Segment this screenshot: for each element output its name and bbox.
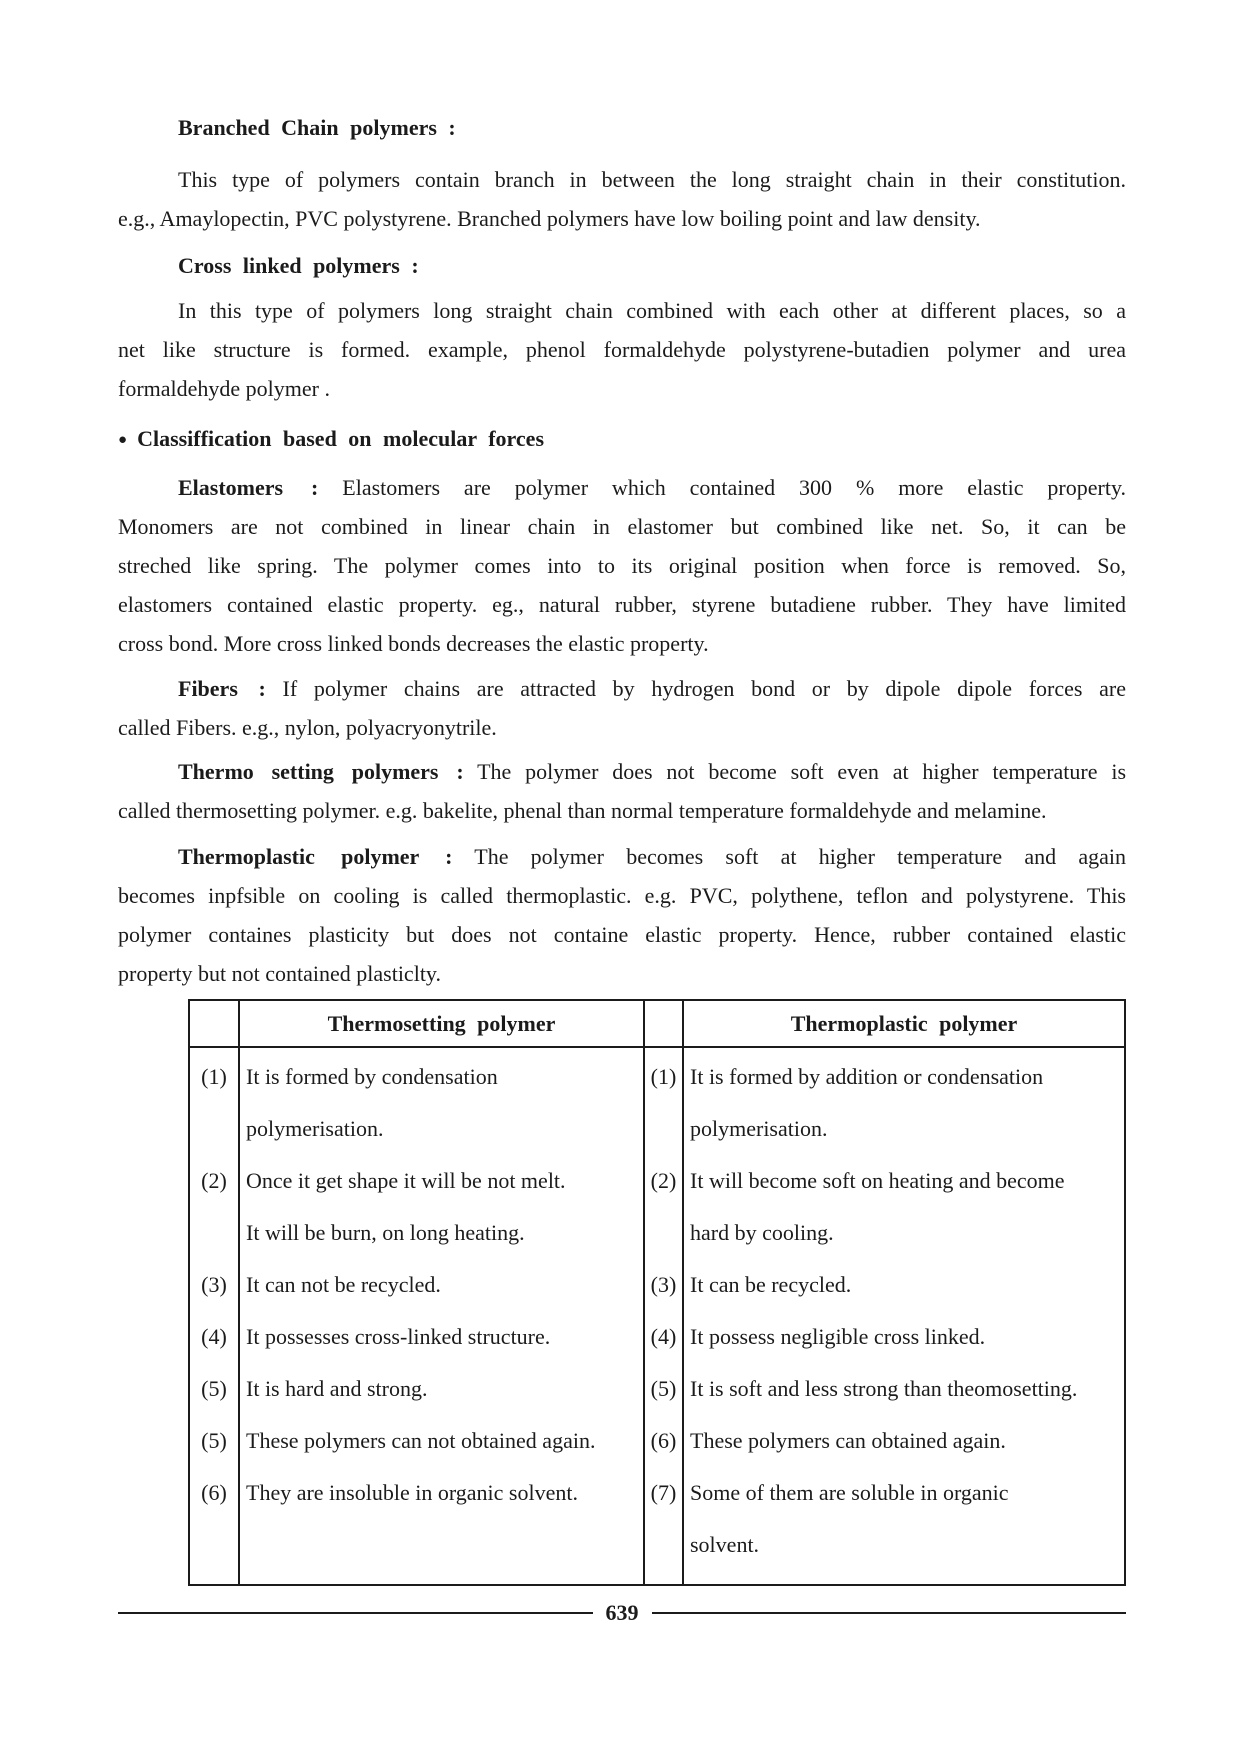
cell-line: Some of them are soluble in organic — [690, 1480, 1009, 1505]
paragraph-line: elastomers contained elastic property. eg., natural rubber, styrene butadiene rubber. They have limited — [118, 592, 1126, 617]
paragraph-line: streched like spring. The polymer comes into to its original position when force is removed. So, — [118, 553, 1126, 578]
paragraph-line: polymer containes plasticity but does not containe elastic property. Hence, rubber contained elastic — [118, 922, 1126, 947]
row-number-right: (1) — [643, 1048, 682, 1155]
footer-rule-left — [118, 1612, 593, 1614]
paragraph-line — [118, 468, 1126, 507]
cell-line: solvent. — [690, 1532, 760, 1557]
thermosetting-cell — [238, 1311, 643, 1363]
table-row — [190, 1155, 1124, 1259]
filler-space — [240, 1571, 643, 1584]
fibers-paragraph — [118, 669, 1126, 747]
row-number-right: (2) — [643, 1155, 682, 1259]
thermoplastic-cell — [682, 1311, 1124, 1363]
paragraph-line: net like structure is formed. example, phenol formaldehyde polystyrene-butadien polymer and urea — [118, 337, 1126, 362]
paragraph-line: called thermosetting polymer. e.g. bakelite, phenal than normal temperature formaldehyde and melamine. — [118, 798, 1047, 823]
elastomers-lead: Elastomers : — [178, 475, 319, 500]
page-footer — [118, 1598, 1126, 1628]
thermosetting-lead: Thermo setting polymers : — [178, 759, 464, 784]
thermoplastic-cell — [682, 1259, 1124, 1311]
thermosetting-cell — [238, 1155, 643, 1259]
filler-cell — [238, 1571, 643, 1584]
row-number-left: (1) — [201, 1064, 227, 1089]
paragraph-line: formaldehyde polymer . — [118, 376, 330, 401]
paragraph-text: The polymer becomes soft at higher temperature and again — [474, 844, 1126, 869]
header-thermoplastic: Thermoplastic polymer — [682, 1001, 1124, 1048]
cell-line: polymerisation. — [690, 1116, 828, 1141]
cell-line: It is soft and less strong than theomosetting. — [690, 1376, 1078, 1401]
cell-line: These polymers can obtained again. — [690, 1428, 1006, 1453]
cell-line: It can not be recycled. — [246, 1272, 441, 1297]
paragraph-line: In this type of polymers long straight chain combined with each other at different places, so a — [178, 298, 1126, 323]
cross-linked-heading: Cross linked polymers : — [178, 253, 419, 278]
row-number-left: (5) — [201, 1428, 227, 1453]
table-row — [190, 1415, 1124, 1467]
thermoplastic-paragraph — [118, 837, 1126, 993]
paragraph-line — [118, 669, 1126, 708]
comparison-table — [188, 999, 1126, 1586]
cell-line: It is hard and strong. — [246, 1376, 428, 1401]
cell-line: These polymers can not obtained again. — [246, 1428, 596, 1453]
cell-line: It possess negligible cross linked. — [690, 1324, 986, 1349]
cross-linked-heading-block — [118, 246, 1126, 285]
cell-line: It will become soft on heating and become — [690, 1168, 1065, 1193]
cell-line: It possesses cross-linked structure. — [246, 1324, 551, 1349]
filler-space — [190, 1571, 238, 1584]
filler-cell — [643, 1571, 682, 1584]
thermoplastic-cell — [682, 1467, 1124, 1571]
cell-line: It can be recycled. — [690, 1272, 852, 1297]
comparison-table-wrapper — [188, 999, 1126, 1586]
bullet-icon: ● — [118, 432, 128, 448]
paragraph-text: Elastomers are polymer which contained 300 % more elastic property. — [342, 475, 1127, 500]
filler-cell — [682, 1571, 1124, 1584]
table-row — [190, 1259, 1124, 1311]
thermosetting-cell — [238, 1363, 643, 1415]
cell-line: It is formed by condensation — [246, 1064, 498, 1089]
cell-line: hard by cooling. — [690, 1220, 834, 1245]
paragraph-text: If polymer chains are attracted by hydrogen bond or by dipole dipole forces are — [282, 676, 1126, 701]
paragraph-line: e.g., Amaylopectin, PVC polystyrene. Branched polymers have low boiling point and law density. — [118, 206, 981, 231]
branched-heading-block — [118, 108, 1126, 147]
row-number-left: (6) — [201, 1480, 227, 1505]
thermoplastic-cell — [682, 1415, 1124, 1467]
filler-space — [684, 1571, 1124, 1584]
thermosetting-cell — [238, 1415, 643, 1467]
paragraph-line: called Fibers. e.g., nylon, polyacryonytrile. — [118, 715, 497, 740]
table-row — [190, 1311, 1124, 1363]
paragraph-text: The polymer does not become soft even at higher temperature is — [477, 759, 1127, 784]
header-blank — [643, 1001, 682, 1048]
page-number: 639 — [605, 1600, 639, 1625]
cell-line: It will be burn, on long heating. — [246, 1220, 525, 1245]
row-number-right: (4) — [643, 1311, 682, 1363]
paragraph-line: property but not contained plasticlty. — [118, 961, 441, 986]
cross-linked-paragraph — [118, 291, 1126, 408]
filler-space — [645, 1571, 682, 1584]
thermoplastic-cell — [682, 1363, 1124, 1415]
paragraph-line: This type of polymers contain branch in between the long straight chain in their constitution. — [178, 167, 1126, 192]
paragraph-line: becomes inpfsible on cooling is called thermoplastic. e.g. PVC, polythene, teflon and polystyrene. This — [118, 883, 1126, 908]
row-number-right: (5) — [643, 1363, 682, 1415]
row-number-right: (7) — [643, 1467, 682, 1571]
row-number-right: (6) — [643, 1415, 682, 1467]
filler-cell — [190, 1571, 238, 1584]
table-row — [190, 1048, 1124, 1155]
paragraph-line: cross bond. More cross linked bonds decreases the elastic property. — [118, 631, 709, 656]
cell-line: polymerisation. — [246, 1116, 384, 1141]
classification-heading-block — [118, 419, 1126, 458]
footer-rule-right — [652, 1612, 1127, 1614]
table-filler-row — [190, 1571, 1124, 1584]
row-number-left: (2) — [201, 1168, 227, 1193]
classification-heading-text: Classiffication based on molecular forces — [137, 426, 544, 451]
thermosetting-cell — [238, 1048, 643, 1155]
branched-paragraph — [118, 160, 1126, 238]
classification-heading — [118, 419, 1126, 458]
row-number-right: (3) — [643, 1259, 682, 1311]
table-row — [190, 1467, 1124, 1571]
thermosetting-cell — [238, 1259, 643, 1311]
table-row — [190, 1363, 1124, 1415]
paragraph-line — [118, 752, 1126, 791]
thermosetting-cell — [238, 1467, 643, 1571]
thermoplastic-cell — [682, 1155, 1124, 1259]
thermoplastic-lead: Thermoplastic polymer : — [178, 844, 453, 869]
row-number-left: (5) — [201, 1376, 227, 1401]
header-blank — [190, 1001, 238, 1048]
elastomers-paragraph — [118, 468, 1126, 663]
thermoplastic-cell — [682, 1048, 1124, 1155]
paragraph-line — [118, 837, 1126, 876]
fibers-lead: Fibers : — [178, 676, 266, 701]
header-thermosetting: Thermosetting polymer — [238, 1001, 643, 1048]
cell-line: They are insoluble in organic solvent. — [246, 1480, 578, 1505]
cell-line: Once it get shape it will be not melt. — [246, 1168, 566, 1193]
thermosetting-paragraph — [118, 752, 1126, 830]
branched-heading: Branched Chain polymers : — [178, 115, 456, 140]
paragraph-line: Monomers are not combined in linear chain in elastomer but combined like net. So, it can be — [118, 514, 1126, 539]
table-header-row — [190, 1001, 1124, 1048]
row-number-left: (3) — [201, 1272, 227, 1297]
row-number-left: (4) — [201, 1324, 227, 1349]
cell-line: It is formed by addition or condensation — [690, 1064, 1044, 1089]
